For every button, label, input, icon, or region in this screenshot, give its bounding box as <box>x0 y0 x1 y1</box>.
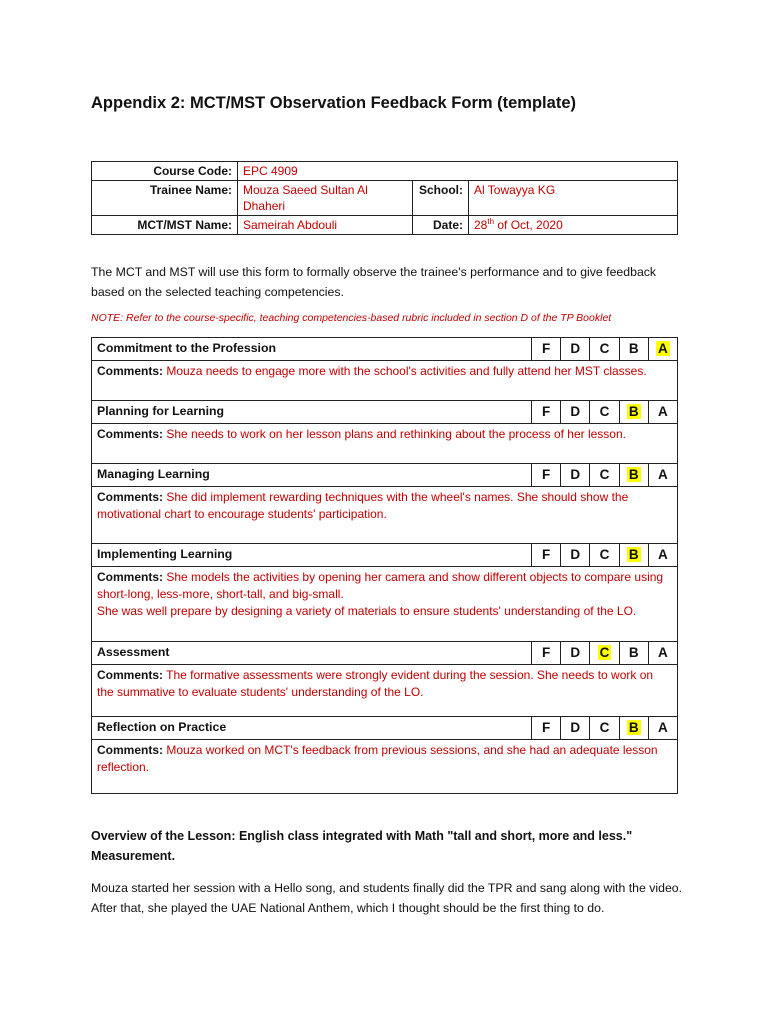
grade-letter: F <box>541 720 551 735</box>
grade-cell-f <box>531 338 560 360</box>
grade-scale <box>531 338 677 360</box>
trainee-value: Mouza Saeed Sultan Al Dhaheri <box>238 181 413 216</box>
grade-letter: C <box>599 404 610 419</box>
grade-cell-f <box>531 642 560 664</box>
grade-letter: D <box>570 645 581 660</box>
competency-header <box>92 463 677 487</box>
page-title: Appendix 2: MCT/MST Observation Feedback Form (template) <box>91 94 576 112</box>
grade-letter: D <box>570 720 581 735</box>
grade-letter: F <box>541 404 551 419</box>
course-code-value: EPC 4909 <box>238 162 678 181</box>
competency-header <box>92 338 677 361</box>
selected-grade: C <box>599 645 610 660</box>
grade-letter: D <box>570 341 581 356</box>
comments-label: Comments: <box>97 427 164 441</box>
trainee-label: Trainee Name: <box>92 181 238 216</box>
competency-section <box>92 464 677 544</box>
date-day: 28 <box>474 218 488 232</box>
comment-text: She did implement rewarding techniques with the wheel's names. She should show the motivational chart to encourage students' participation. <box>97 490 629 521</box>
comments-label: Comments: <box>97 668 164 682</box>
grade-letter: A <box>658 720 668 735</box>
competency-section <box>92 401 677 464</box>
grade-cell-b <box>619 544 648 566</box>
info-table <box>91 161 678 235</box>
grade-cell-b <box>619 464 648 486</box>
grade-letter: C <box>599 720 610 735</box>
competency-header <box>92 543 677 567</box>
grade-letter: A <box>658 645 668 660</box>
comment-text: Mouza needs to engage more with the school's activities and fully attend her MST classes. <box>166 364 647 378</box>
competency-name: Managing Learning <box>97 467 210 481</box>
date-value <box>469 216 678 235</box>
competency-section <box>92 544 677 642</box>
grade-cell-f <box>531 717 560 739</box>
intro-text: The MCT and MST will use this form to formally observe the trainee's performance and to give feedback based on the selected teaching competencies. <box>91 265 657 299</box>
date-suffix: th <box>487 217 495 226</box>
grade-letter: A <box>658 404 668 419</box>
grade-cell-c <box>589 464 618 486</box>
comments-label: Comments: <box>97 364 164 378</box>
grade-letter: C <box>599 467 610 482</box>
comment-row <box>92 360 677 383</box>
competency-section <box>92 717 677 794</box>
grade-letter: B <box>628 645 639 660</box>
grade-cell-b <box>619 642 648 664</box>
competency-header <box>92 716 677 740</box>
grade-cell-d <box>560 717 589 739</box>
grade-cell-c <box>589 717 618 739</box>
comment-row <box>92 566 677 623</box>
school-label: School: <box>413 181 469 216</box>
lesson-paragraph: Mouza started her session with a Hello song, and students finally did the TPR and sang along with the video. After that, she played the UAE National Anthem, which I thought should be the first thing to do. <box>91 881 683 915</box>
selected-grade: A <box>658 341 668 356</box>
grade-letter: C <box>599 547 610 562</box>
grade-cell-b <box>619 401 648 423</box>
grade-cell-a <box>648 642 677 664</box>
grade-letter: D <box>570 467 581 482</box>
grade-cell-d <box>560 464 589 486</box>
grade-letter: A <box>658 547 668 562</box>
grade-cell-b <box>619 717 648 739</box>
competency-name: Assessment <box>97 645 170 659</box>
comment-text-2: She was well prepare by designing a variety of materials to ensure students' understanding of the LO. <box>97 604 637 618</box>
comments-label: Comments: <box>97 490 164 504</box>
comment-text: She models the activities by opening her camera and show different objects to compare using short-long, less-more, short-tall, and big-small. <box>97 570 664 601</box>
grade-letter: A <box>658 467 668 482</box>
comment-text: Mouza worked on MCT's feedback from previous sessions, and she had an adequate lesson reflection. <box>97 743 658 774</box>
grade-cell-d <box>560 401 589 423</box>
comment-text: The formative assessments were strongly evident during the session. She needs to work on the summative to evaluate students' understanding of the LO. <box>97 668 654 699</box>
grade-letter: F <box>541 645 551 660</box>
grade-cell-c <box>589 642 618 664</box>
selected-grade: B <box>628 720 639 735</box>
grade-cell-f <box>531 401 560 423</box>
grade-cell-b <box>619 338 648 360</box>
competency-name: Reflection on Practice <box>97 720 227 734</box>
competency-header <box>92 400 677 424</box>
competency-section <box>92 642 677 717</box>
grade-cell-c <box>589 401 618 423</box>
date-label: Date: <box>413 216 469 235</box>
grade-scale <box>531 544 677 566</box>
grade-letter: F <box>541 467 551 482</box>
comment-text: She needs to work on her lesson plans and rethinking about the process of her lesson. <box>166 427 626 441</box>
grade-cell-a <box>648 544 677 566</box>
selected-grade: B <box>628 547 639 562</box>
course-code-label: Course Code: <box>92 162 238 181</box>
grade-scale <box>531 642 677 664</box>
selected-grade: B <box>628 404 639 419</box>
grade-letter: F <box>541 341 551 356</box>
comment-row <box>92 486 677 526</box>
grade-letter: B <box>628 341 639 356</box>
competency-header <box>92 641 677 665</box>
grade-letter: C <box>599 341 610 356</box>
lesson-overview-heading: Overview of the Lesson: English class integrated with Math "tall and short, more and less." Measurement. <box>91 829 633 863</box>
grade-cell-d <box>560 642 589 664</box>
grade-cell-a <box>648 464 677 486</box>
grade-cell-d <box>560 338 589 360</box>
grade-scale <box>531 401 677 423</box>
mct-value: Sameirah Abdouli <box>238 216 413 235</box>
selected-grade: B <box>628 467 639 482</box>
comment-row <box>92 739 677 779</box>
competency-section <box>92 338 677 401</box>
grade-letter: D <box>570 404 581 419</box>
date-rest: of Oct, 2020 <box>494 218 563 232</box>
comments-label: Comments: <box>97 570 164 584</box>
grade-cell-c <box>589 544 618 566</box>
competency-name: Implementing Learning <box>97 547 233 561</box>
grade-cell-a <box>648 401 677 423</box>
grade-letter: D <box>570 547 581 562</box>
mct-label: MCT/MST Name: <box>92 216 238 235</box>
grade-cell-f <box>531 544 560 566</box>
school-value: Al Towayya KG <box>469 181 678 216</box>
grade-scale <box>531 717 677 739</box>
competency-name: Commitment to the Profession <box>97 341 277 355</box>
competencies-table <box>91 337 678 794</box>
grade-cell-d <box>560 544 589 566</box>
grade-cell-f <box>531 464 560 486</box>
comments-label: Comments: <box>97 743 164 757</box>
comment-row <box>92 664 677 704</box>
grade-scale <box>531 464 677 486</box>
competency-name: Planning for Learning <box>97 404 225 418</box>
grade-cell-c <box>589 338 618 360</box>
grade-cell-a <box>648 717 677 739</box>
grade-letter: F <box>541 547 551 562</box>
comment-row <box>92 423 677 446</box>
grade-cell-a <box>648 338 677 360</box>
rubric-note: NOTE: Refer to the course-specific, teaching competencies-based rubric included in section D of the TP Booklet <box>91 312 612 324</box>
